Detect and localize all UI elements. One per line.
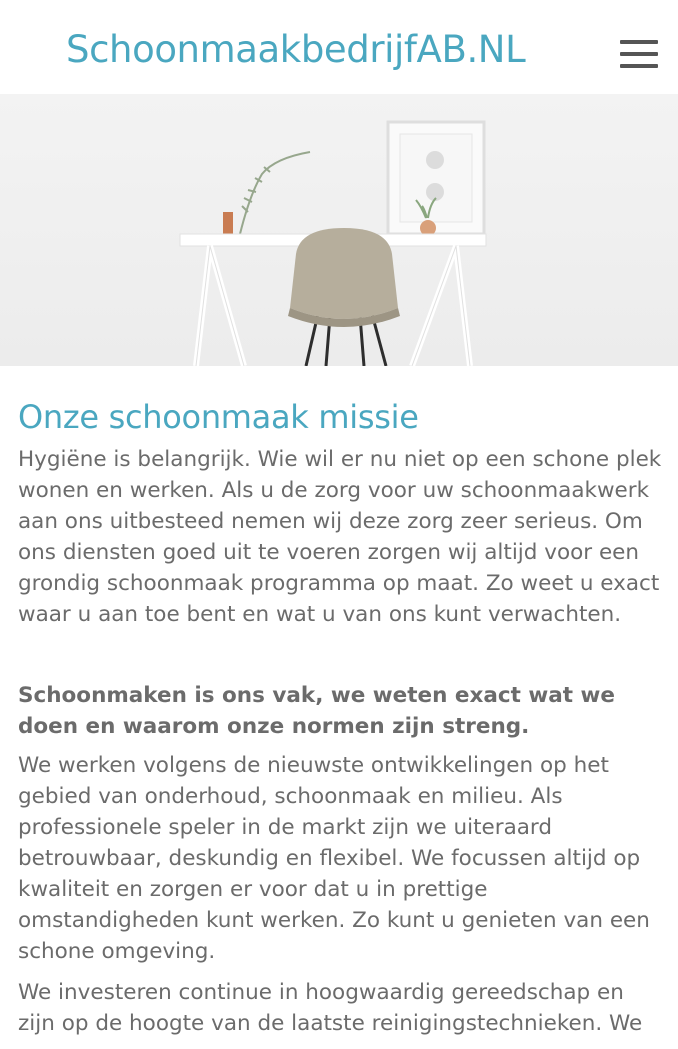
main-content [18,398,666,1049]
body-paragraph-2: We investeren continue in hoogwaardig gereedschap en zijn op de hoogte van de laatste reinigingstechnieken. We [18,980,643,1036]
desk-chair-illustration [0,94,678,366]
hamburger-menu-icon[interactable] [620,40,660,68]
site-header [0,0,678,94]
section-subheading: Schoonmaken is ons vak, we weten exact wat we doen en waarom onze normen zijn streng. [18,683,615,739]
intro-paragraph: Hygiëne is belangrijk. Wie wil er nu niet op een schone plek wonen en werken. Als u de zorg voor uw schoonmaakwerk aan ons uitbesteed nemen wij deze zorg zeer serieus. Om ons diensten goed uit te voeren zorgen wij altijd voor een grondig schoonmaak programma op maat. Zo weet u exact waar u aan toe bent en wat u van ons kunt verwachten. [18,447,662,627]
hero-image [0,94,678,366]
page-title: Onze schoonmaak missie [18,398,419,436]
site-logo-text[interactable]: SchoonmaakbedrijfAB.NL [66,28,526,71]
body-paragraph-1: We werken volgens de nieuwste ontwikkelingen op het gebied van onderhoud, schoonmaak en milieu. Als professionele speler in de markt zijn we uiteraard betrouwbaar, deskundig en flexibel. We focussen altijd op kwaliteit en zorgen er voor dat u in prettige omstandigheden kunt werken. Zo kunt u genieten van een schone omgeving. [18,753,650,964]
